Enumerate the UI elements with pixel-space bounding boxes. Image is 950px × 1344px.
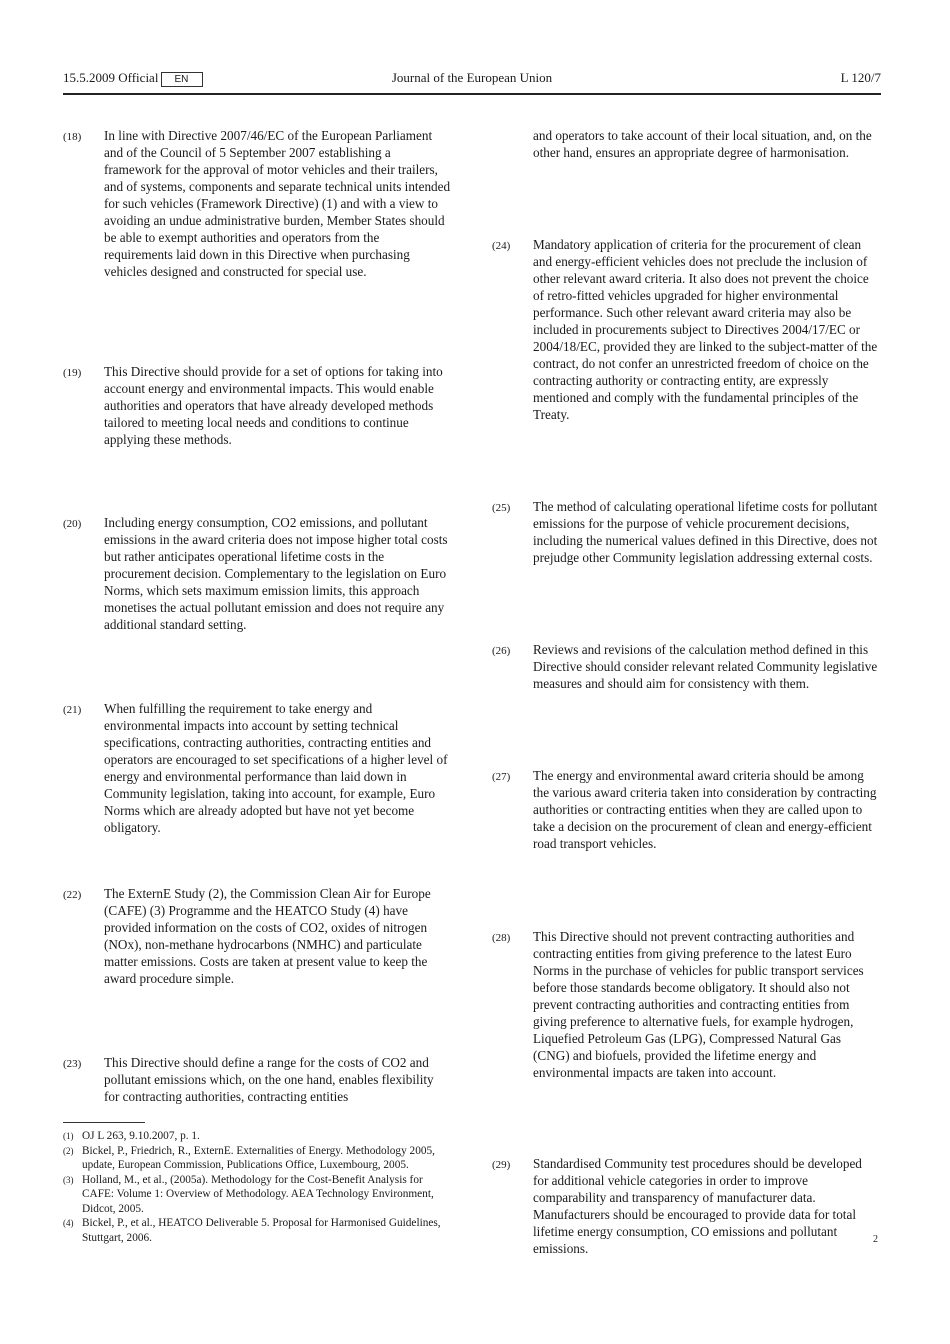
footnote-mark: (3) [63,1174,74,1185]
journal-title: Journal of the European Union [391,70,553,85]
footnote-mark: (2) [63,1145,74,1156]
recital-number: (22) [63,889,82,901]
recital-text: In line with Directive 2007/46/EC of the European Parliament and of the Council of 5 September 2007 establishing a framework for the approval of motor vehicles and their trailers, and of systems, components and separate technical units intended for such vehicles (Framework Directive) (1) and with a view to avoiding an undue administrative burden, Member States should be able to exempt authorities and operators from the requirements laid down in this Directive when purchasing vehicles designed and constructed for special use. [104,128,451,279]
recital-text: This Directive should provide for a set of options for taking into account energy and environmental impacts. This would enable authorities and operators that have already developed methods tailored to meeting local needs and conditions to continue applying these methods. [104,364,443,447]
recital-number: (23) [63,1058,82,1070]
recital-text: This Directive should define a range for the costs of CO2 and pollutant emissions which, on the one hand, enables flexibility for contracting authorities, contracting entities [104,1055,434,1104]
recital-26 [492,641,880,692]
recital-21 [63,700,451,836]
recital-number: (18) [63,131,82,143]
language-badge: EN [161,72,203,87]
recital-27 [492,767,880,852]
recital-text: The energy and environmental award criteria should be among the various award criteria taken into consideration by contracting authorities or contracting entities when they are called upon to take a decision on the procurement of clean and energy-efficient road transport vehicles. [533,768,877,851]
footnote [63,1216,453,1245]
recital-number: (24) [492,240,511,252]
footnote [63,1144,453,1173]
stray-subscript: 2 [873,1234,878,1245]
footnote-mark: (4) [63,1218,74,1228]
recital-23 [63,1054,451,1105]
recital-number: (26) [492,645,511,657]
recital-text: Reviews and revisions of the calculation method defined in this Directive should consider relevant related Community legislative measures and should aim for consistency with them. [533,642,878,691]
footnote-text: Bickel, P., et al., HEATCO Deliverable 5. Proposal for Harmonised Guidelines, Stuttgart, 2006. [82,1217,441,1244]
recital-number: (21) [63,704,82,716]
recital-28 [492,928,880,1081]
footnote [63,1129,453,1144]
recital-number: (29) [492,1159,511,1171]
recital-text: and operators to take account of their local situation, and, on the other hand, ensures an appropriate degree of harmonisation. [533,128,872,160]
recital-29 [492,1155,880,1257]
recital-25 [492,498,880,566]
footnote-text: Bickel, P., Friedrich, R., ExternE. Externalities of Energy. Methodology 2005, update, European Commission, Publications Office, Luxembourg, 2005. [82,1144,435,1171]
recital-number: (28) [492,932,511,944]
recital-23-continued [492,127,880,161]
header-date: 15.5.2009 [63,70,115,85]
footnote-mark: (1) [63,1131,74,1141]
recital-18 [63,127,451,280]
recital-19 [63,363,451,448]
recital-text: When fulfilling the requirement to take energy and environmental impacts into account by setting technical specifications, contracting authorities, contracting entities and operators are encouraged to set specifications of a higher level of energy and environmental performance than laid down in Community legislation, taking into account, for example, Euro Norms which are already adopted but have not yet become obligatory. [104,701,448,835]
footnote-text: OJ L 263, 9.10.2007, p. 1. [82,1130,200,1142]
recital-text: The ExternE Study (2), the Commission Clean Air for Europe (CAFE) (3) Programme and the HEATCO Study (4) have provided information on the costs of CO2, oxides of nitrogen (NOx), non-methane hydrocarbons (NMHC) and particulate matter emissions. Costs are taken at present value to keep the award procedure simple. [104,886,431,986]
recital-20 [63,514,451,633]
recital-text: Standardised Community test procedures should be developed for additional vehicle categories in order to improve comparability and transparency of manufacturer data. Manufacturers should be encouraged to provide data for total lifetime energy consumption, CO emissions and pollutant emissions. [533,1156,862,1256]
footnote [63,1173,453,1217]
recital-number: (27) [492,771,511,783]
recital-number: (20) [63,518,82,530]
footnote-text: Holland, M., et al., (2005a). Methodology for the Cost-Benefit Analysis for CAFE: Volume 1: Overview of Methodology. AEA Technology Environment, Didcot, 2005. [82,1173,434,1215]
recital-text: This Directive should not prevent contracting authorities and contracting entities from giving preference to the latest Euro Norms in the purchase of vehicles for public transport services before those standards become obligatory. It should also not prevent contracting authorities and contracting entities from giving preference to alternative fuels, for example hydrogen, Liquefied Petroleum Gas (LPG), Compressed Natural Gas (CNG) and biofuels, provided the lifetime energy and environmental impacts are taken into account. [533,929,864,1080]
recital-22 [63,885,451,987]
page-reference: L 120/7 [840,70,881,85]
recital-text: Mandatory application of criteria for the procurement of clean and energy-efficient vehicles does not preclude the inclusion of other relevant award criteria. It also does not prevent the choice of retro-fitted vehicles upgraded for higher environmental performance. Such other relevant award criteria may also be included in procurements subject to Directives 2004/17/EC or 2004/18/EC, provided they are linked to the subject-matter of the contract, do not confer an unrestricted freedom of choice on the contracting authority or contracting entity, are expressly mentioned and comply with the fundamental principles of the Treaty. [533,237,878,422]
recital-number: (19) [63,367,82,379]
recital-number: (25) [492,502,511,514]
header-rule [63,93,881,95]
page-header [63,70,881,90]
recital-24 [492,236,880,423]
header-official: Official [118,70,159,85]
recital-text: Including energy consumption, CO2 emissions, and pollutant emissions in the award criteria does not impose higher total costs but rather anticipates operational lifetime costs in the procurement decision. Complementary to the legislation on Euro Norms, which sets maximum emission limits, this approach monetises the actual pollutant emission and does not require any additional standard setting. [104,515,448,632]
recital-text: The method of calculating operational lifetime costs for pollutant emissions for the purpose of vehicle procurement decisions, including the numerical values defined in this Directive, does not prejudge other Community legislation addressing external costs. [533,499,878,565]
footnotes [63,1129,453,1245]
footnote-rule [63,1122,145,1123]
